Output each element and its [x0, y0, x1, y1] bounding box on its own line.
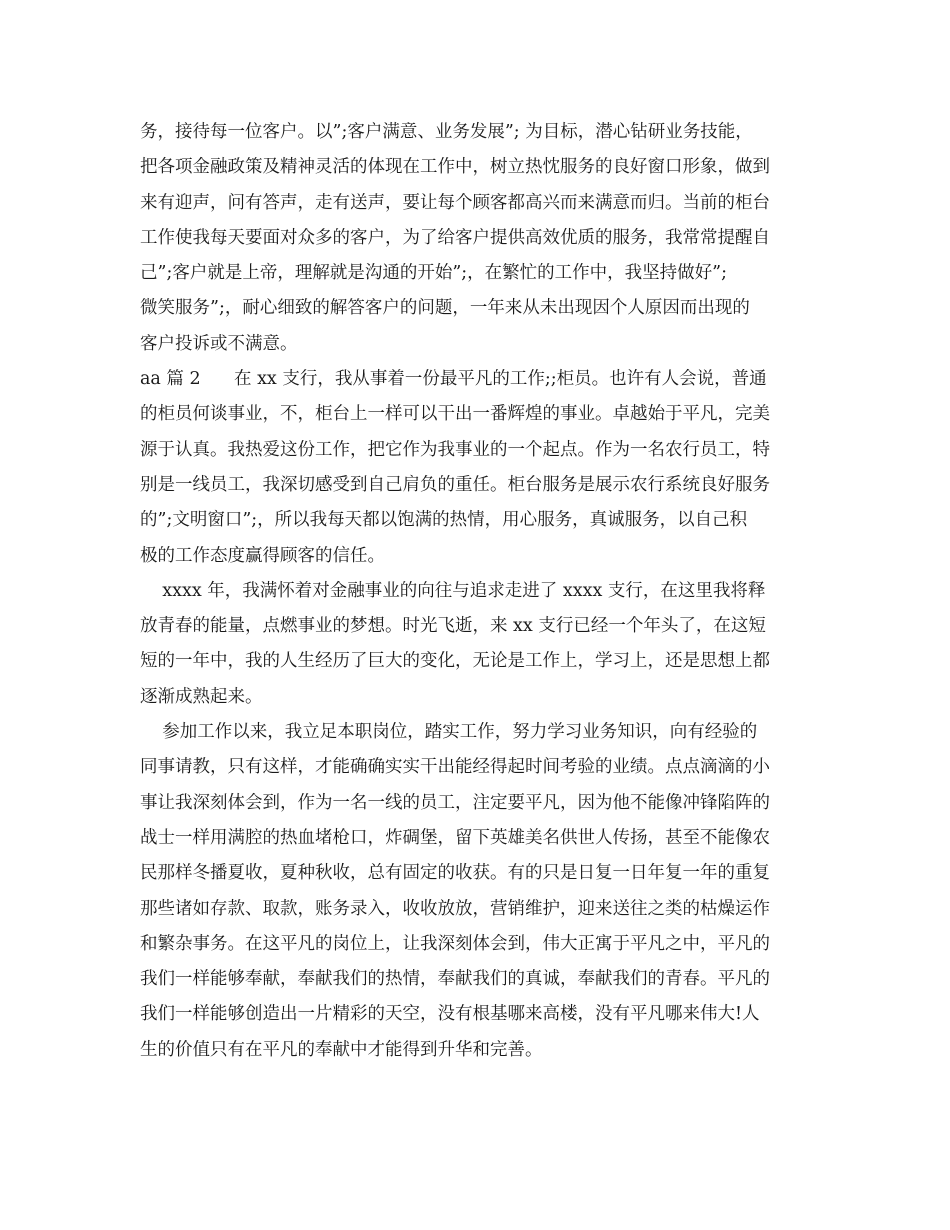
text-line: 微笑服务”;，耐心细致的解答客户的问题，一年来从未出现因个人原因而出现的 [140, 298, 750, 319]
text-line: 参加工作以来，我立足本职岗位，踏实工作，努力学习业务知识，向有经验的 [140, 722, 758, 743]
text-line: 己”;客户就是上帝，理解就是沟通的开始”;，在繁忙的工作中，我坚持做好”; [140, 263, 728, 284]
text-line: 逐渐成熟起来。 [140, 686, 263, 707]
text-line: 生的价值只有在平凡的奉献中才能得到升华和完善。 [140, 1039, 543, 1060]
text-line: 客户投诉或不满意。 [140, 333, 298, 354]
text-line: xxxx 年，我满怀着对金融事业的向往与追求走进了 xxxx 支行，在这里我将释 [140, 580, 766, 601]
text-line: 和繁杂事务。在这平凡的岗位上，让我深刻体会到，伟大正寓于平凡之中，平凡的 [140, 933, 770, 954]
text-line: 别是一线员工，我深切感受到自己肩负的重任。柜台服务是展示农行系统良好服务 [140, 474, 770, 495]
text-line: 务，接待每一位客户。以”;客户满意、业务发展”; 为目标，潜心钻研业务技能， [140, 122, 753, 142]
text-line: 我们一样能够创造出一片精彩的天空，没有根基哪来高楼，没有平凡哪来伟大!人 [140, 1004, 760, 1025]
text-line: 事让我深刻体会到，作为一名一线的员工，注定要平凡，因为他不能像冲锋陷阵的 [140, 792, 770, 813]
text-line: 放青春的能量，点燃事业的梦想。时光飞逝，来 xx 支行已经一个年头了，在这短 [140, 616, 766, 637]
text-line: 的”;文明窗口”;，所以我每天都以饱满的热情，用心服务，真诚服务，以自己积 [140, 510, 748, 531]
text-line: 民那样冬播夏收，夏种秋收，总有固定的收获。有的只是日复一日年复一年的重复 [140, 863, 770, 884]
text-line: 同事请教，只有这样，才能确确实实干出能经得起时间考验的业绩。点点滴滴的小 [140, 757, 770, 778]
text-line: 那些诸如存款、取款，账务录入，收收放放，营销维护，迎来送往之类的枯燥运作 [140, 898, 770, 919]
document-body [140, 115, 830, 1068]
text-line: 来有迎声，问有答声，走有送声，要让每个顾客都高兴而来满意而归。当前的柜台 [140, 192, 770, 213]
text-line: 把各项金融政策及精神灵活的体现在工作中，树立热忱服务的良好窗口形象，做到 [140, 157, 770, 178]
text-line: 短的一年中，我的人生经历了巨大的变化，无论是工作上，学习上，还是思想上都 [140, 651, 770, 672]
text-line: 源于认真。我热爱这份工作，把它作为我事业的一个起点。作为一名农行员工，特 [140, 439, 770, 460]
text-line: 工作使我每天要面对众多的客户，为了给客户提供高效优质的服务，我常常提醒自 [140, 227, 770, 248]
text-line: 战士一样用满腔的热血堵枪口，炸碉堡，留下英雄美名供世人传扬，甚至不能像农 [140, 827, 770, 848]
text-line: 的柜员何谈事业，不，柜台上一样可以干出一番辉煌的事业。卓越始于平凡，完美 [140, 404, 770, 425]
text-line: 极的工作态度赢得顾客的信任。 [140, 545, 385, 566]
section-heading-line: aa 篇 2 在 xx 支行，我从事着一份最平凡的工作;;柜员。也许有人会说，普通 [140, 369, 767, 390]
text-line: 我们一样能够奉献，奉献我们的热情，奉献我们的真诚，奉献我们的青春。平凡的 [140, 969, 770, 990]
